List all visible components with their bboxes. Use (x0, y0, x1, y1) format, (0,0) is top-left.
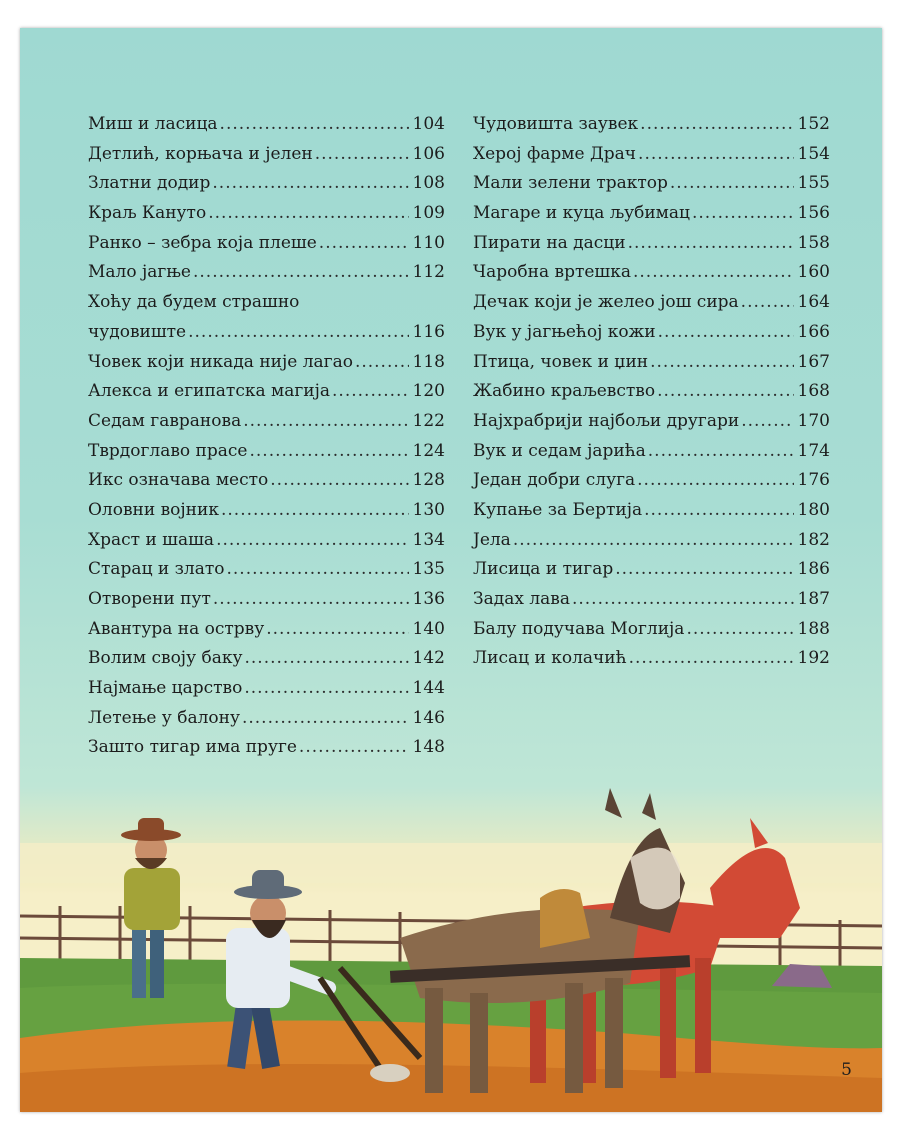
toc-entry-page: 112 (412, 262, 445, 283)
toc-entry-title: Најхрабрији најбољи другари (473, 410, 740, 431)
leader-dots (221, 496, 409, 526)
leader-dots (208, 199, 408, 229)
toc-entry[interactable] (88, 466, 445, 496)
toc-entry-title: Мало јагње (88, 262, 191, 283)
toc-entry-page: 188 (797, 618, 830, 639)
leader-dots (266, 615, 408, 645)
leader-dots (220, 110, 409, 140)
toc-entry[interactable] (473, 288, 830, 318)
toc-entry-page: 128 (412, 470, 445, 491)
toc-entry[interactable] (473, 496, 830, 526)
toc-entry-title: Седам гавранова (88, 410, 242, 431)
toc-entry-page: 146 (412, 707, 445, 728)
toc-entry[interactable] (88, 258, 445, 288)
leader-dots (650, 348, 793, 378)
toc-entry[interactable] (88, 704, 445, 734)
toc-entry-page: 122 (412, 410, 445, 431)
leader-dots (213, 585, 409, 615)
toc-entry[interactable] (473, 466, 830, 496)
toc-entry[interactable] (473, 318, 830, 348)
toc-entry-title: Жабино краљевство (473, 381, 656, 402)
toc-entry-title: Зашто тигар има пруге (88, 737, 297, 758)
toc-entry-title: Миш и ласица (88, 114, 218, 134)
book-page (20, 28, 882, 1112)
toc-entry-page: 174 (797, 440, 830, 461)
leader-dots (188, 318, 408, 348)
toc-entry-page: 130 (412, 499, 445, 520)
toc-entry-title: Задах лава (473, 589, 570, 609)
leader-dots (242, 704, 409, 734)
toc-entry[interactable] (473, 169, 830, 199)
toc-entry[interactable] (88, 674, 445, 704)
toc-entry[interactable] (473, 110, 830, 140)
leader-dots (315, 140, 409, 170)
toc-entry[interactable] (88, 229, 445, 259)
toc-entry-page: 116 (412, 321, 445, 342)
toc-entry[interactable] (473, 555, 830, 585)
page-number: 5 (841, 1060, 852, 1080)
toc-entry-page: 186 (797, 559, 830, 580)
toc-entry-page: 135 (412, 559, 445, 580)
toc-entry[interactable] (473, 258, 830, 288)
toc-entry-page: 108 (412, 173, 445, 194)
leader-dots (193, 258, 409, 288)
toc-entry-title: Најмање царство (88, 678, 243, 699)
leader-dots (216, 526, 408, 556)
toc-column-left (88, 110, 445, 763)
toc-entry-title: Херој фарме Драч (473, 143, 637, 164)
toc-entry-page: 124 (412, 440, 445, 461)
leader-dots (633, 258, 794, 288)
leader-dots (270, 466, 408, 496)
toc-entry-title: Ранко – зебра која плеше (88, 232, 317, 253)
toc-entry-title: Краљ Кануто (88, 203, 207, 224)
toc-entry-page: 109 (412, 203, 445, 224)
toc-entry-title: Старац и злато (88, 559, 225, 580)
leader-dots (640, 110, 793, 140)
toc-entry-page: 104 (412, 114, 445, 134)
toc-entry[interactable] (88, 110, 445, 140)
toc-entry-page: 144 (412, 678, 445, 699)
leader-dots (243, 407, 408, 437)
toc-entry-title: Летење у балону (88, 707, 240, 728)
toc-entry[interactable] (473, 229, 830, 259)
toc-entry-page: 180 (797, 499, 830, 520)
toc-entry[interactable] (88, 407, 445, 437)
leader-dots (686, 615, 793, 645)
toc-entry-page: 170 (797, 410, 830, 431)
leader-dots (741, 407, 793, 437)
toc-entry-page: 120 (412, 381, 445, 402)
toc-entry-title: Икс означава место (88, 470, 269, 491)
toc-entry[interactable] (473, 615, 830, 645)
toc-entry-title: Волим своју баку (88, 648, 243, 669)
toc-entry-title: Храст и шаша (88, 529, 215, 550)
leader-dots (332, 377, 409, 407)
toc-entry-page: 148 (412, 737, 445, 758)
toc-entry[interactable] (473, 585, 830, 615)
toc-entry-page: 110 (412, 232, 445, 253)
toc-entry[interactable] (473, 644, 830, 674)
toc-entry[interactable] (473, 377, 830, 407)
leader-dots (657, 377, 793, 407)
toc-entry[interactable] (473, 199, 830, 229)
leader-dots (319, 229, 409, 259)
toc-entry[interactable] (88, 733, 445, 763)
toc-entry[interactable] (473, 140, 830, 170)
leader-dots (637, 466, 793, 496)
toc-entry-page: 118 (412, 351, 445, 372)
toc-entry-title: Јела (473, 529, 511, 550)
toc-entry-title: Отворени пут (88, 589, 211, 609)
toc-entry[interactable] (88, 585, 445, 615)
toc-entry-page: 152 (797, 114, 830, 134)
toc-entry[interactable] (473, 526, 830, 556)
toc-entry-page: 166 (797, 321, 830, 342)
toc-entry-title: Магаре и куца љубимац (473, 203, 690, 224)
toc-entry-title: Оловни војник (88, 499, 219, 520)
toc-entry[interactable] (88, 140, 445, 170)
leader-dots (615, 555, 793, 585)
toc-entry-page: 140 (412, 618, 445, 639)
toc-entry-title: Човек који никада није лагао (88, 351, 353, 372)
toc-entry-page: 142 (412, 648, 445, 669)
leader-dots (629, 644, 794, 674)
toc-entry-title: Један добри слуга (473, 470, 636, 491)
toc-entry[interactable] (88, 437, 445, 467)
toc-entry-page: 106 (412, 143, 445, 164)
toc-entry[interactable] (473, 437, 830, 467)
toc-entry[interactable] (88, 348, 445, 378)
toc-entry-title: Златни додир (88, 173, 211, 194)
farm-illustration (20, 788, 882, 1112)
toc-entry[interactable] (473, 348, 830, 378)
toc-entry-page: 155 (797, 173, 830, 194)
leader-dots (245, 644, 409, 674)
toc-entry-title: Вук у јагњећој кожи (473, 321, 656, 342)
toc-entry-page: 136 (412, 589, 445, 609)
toc-entry-title: Лисац и колачић (473, 648, 627, 669)
toc-entry-title: чудовиште (88, 321, 187, 342)
toc-entry-title: Балу подучава Моглија (473, 618, 685, 639)
toc-entry-page: 158 (797, 232, 830, 253)
toc-entry[interactable] (88, 199, 445, 229)
leader-dots (741, 288, 794, 318)
toc-entry-page: 176 (797, 470, 830, 491)
leader-dots (670, 169, 794, 199)
leader-dots (648, 437, 794, 467)
leader-dots (513, 526, 794, 556)
toc-entry-title: Детлић, корњача и јелен (88, 143, 313, 164)
toc-entry-title-line1: Хоћу да будем страшно (88, 292, 300, 313)
toc-entry-title: Вук и седам јарића (473, 440, 646, 461)
toc-entry[interactable] (473, 407, 830, 437)
leader-dots (692, 199, 794, 229)
leader-dots (212, 169, 408, 199)
toc-entry-title: Пирати на дасци (473, 232, 626, 253)
toc-entry[interactable] (88, 555, 445, 585)
leader-dots (299, 733, 409, 763)
toc-entry-page: 156 (797, 203, 830, 224)
leader-dots (355, 348, 409, 378)
leader-dots (226, 555, 408, 585)
toc-entry[interactable] (88, 644, 445, 674)
toc-entry-title: Алекса и египатска магија (88, 381, 331, 402)
toc-entry-title: Тврдоглаво прасе (88, 440, 248, 461)
toc-entry-title: Лисица и тигар (473, 559, 614, 580)
leader-dots (644, 496, 793, 526)
toc-entry-title: Чаробна вртешка (473, 262, 631, 283)
toc-entry[interactable] (88, 615, 445, 645)
leader-dots (658, 318, 794, 348)
toc-entry-title: Чудовишта заувек (473, 114, 639, 134)
toc-entry-page: 182 (797, 529, 830, 550)
toc-entry-page: 154 (797, 143, 830, 164)
toc-entry-title: Птица, човек и џин (473, 351, 649, 372)
toc-entry-page: 187 (797, 589, 830, 609)
toc-entry[interactable] (88, 377, 445, 407)
leader-dots (628, 229, 794, 259)
toc-entry-page: 164 (797, 292, 830, 313)
toc-entry-title: Купање за Бертија (473, 499, 643, 520)
toc-entry-page: 134 (412, 529, 445, 550)
toc-entry-page: 167 (797, 351, 830, 372)
toc-entry-page: 192 (797, 648, 830, 669)
toc-entry-title: Авантура на острву (88, 618, 265, 639)
leader-dots (638, 140, 794, 170)
toc-entry-title: Мали зелени трактор (473, 173, 668, 194)
toc-entry-page: 160 (797, 262, 830, 283)
toc-entry[interactable] (88, 288, 445, 347)
toc-entry-page: 168 (797, 381, 830, 402)
toc-entry[interactable] (88, 496, 445, 526)
toc-entry[interactable] (88, 169, 445, 199)
toc-entry[interactable] (88, 526, 445, 556)
leader-dots (572, 585, 794, 615)
leader-dots (249, 437, 408, 467)
toc-entry-title: Дечак који је желео још сира (473, 292, 739, 313)
leader-dots (244, 674, 408, 704)
toc-column-right (473, 110, 830, 674)
